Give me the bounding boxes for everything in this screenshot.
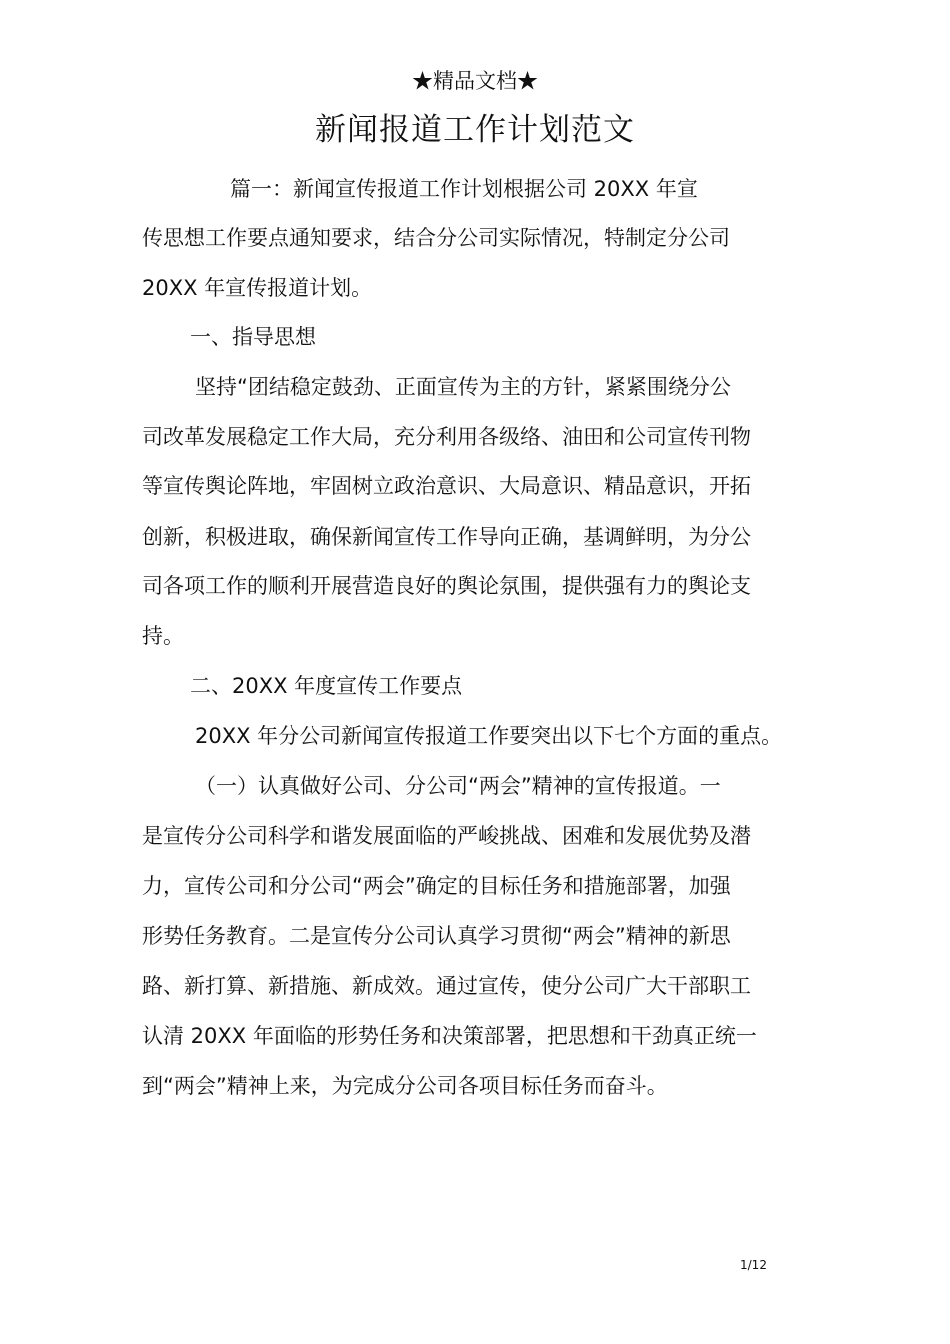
body-line: 形势任务教育。二是宣传分公司认真学习贯彻“两会”精神的新思 [142, 924, 731, 948]
body-line: 司各项工作的顺利开展营造良好的舆论氛围，提供强有力的舆论支 [142, 574, 751, 598]
body-line: 是宣传分公司科学和谐发展面临的严峻挑战、困难和发展优势及潜 [142, 824, 751, 848]
body-line: 力，宣传公司和分公司“两会”确定的目标任务和措施部署，加强 [142, 874, 731, 898]
document-header: ★精品文档★ [412, 69, 538, 93]
body-line: （一）认真做好公司、分公司“两会”精神的宣传报道。一 [195, 774, 721, 798]
body-line: 创新，积极进取，确保新闻宣传工作导向正确，基调鲜明，为分公 [142, 525, 751, 549]
body-line: 篇一：新闻宣传报道工作计划根据公司 20XX 年宣 [230, 177, 698, 201]
body-line: 等宣传舆论阵地，牢固树立政治意识、大局意识、精品意识，开拓 [142, 474, 751, 498]
body-line: 传思想工作要点通知要求，结合分公司实际情况，特制定分公司 [142, 226, 730, 250]
page-number: 1/12 [740, 1258, 767, 1272]
body-line: 持。 [142, 624, 184, 648]
body-line: 路、新打算、新措施、新成效。通过宣传，使分公司广大干部职工 [142, 974, 751, 998]
body-line: 20XX 年宣传报道计划。 [142, 276, 373, 300]
body-line: 20XX 年分公司新闻宣传报道工作要突出以下七个方面的重点。 [195, 724, 783, 748]
section-heading: 一、指导思想 [190, 325, 316, 349]
section-heading: 二、20XX 年度宣传工作要点 [190, 674, 463, 698]
body-line: 司改革发展稳定工作大局，充分利用各级络、油田和公司宣传刊物 [142, 425, 751, 449]
body-line: 到“两会”精神上来，为完成分公司各项目标任务而奋斗。 [142, 1074, 668, 1098]
document-title: 新闻报道工作计划范文 [315, 112, 635, 148]
body-line: 坚持“团结稳定鼓劲、正面宣传为主的方针，紧紧围绕分公 [195, 375, 731, 399]
body-line: 认清 20XX 年面临的形势任务和决策部署，把思想和干劲真正统一 [142, 1024, 757, 1048]
